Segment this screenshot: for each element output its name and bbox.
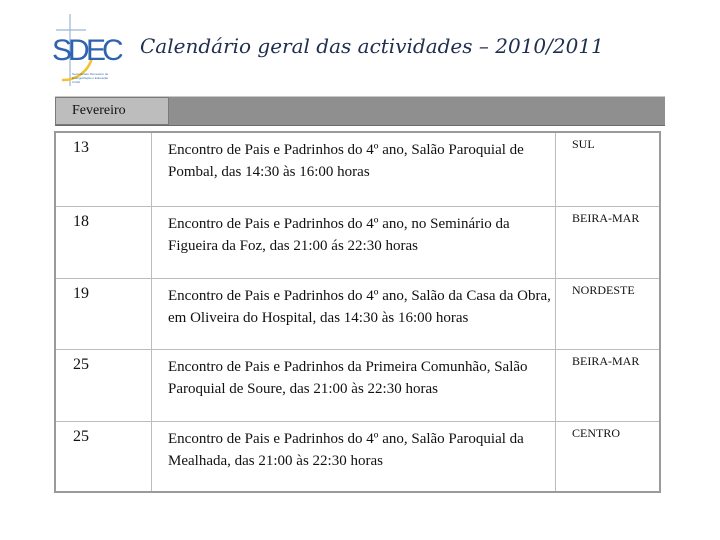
event-day: 25: [73, 356, 89, 373]
event-description: Encontro de Pais e Padrinhos do 4º ano, no Seminário da Figueira da Foz, das 21:00 ás 22:30 horas: [168, 216, 510, 254]
event-region: CENTRO: [572, 426, 620, 440]
svg-text:C: C: [102, 34, 124, 67]
table-row: [56, 278, 659, 349]
table-row: [56, 421, 659, 491]
month-label: Fevereiro: [55, 97, 169, 125]
event-description: Encontro de Pais e Padrinhos da Primeira Comunhão, Salão Paroquial de Soure, das 21:00 às 22:30 horas: [168, 359, 528, 397]
page-title: Calendário geral das actividades – 2010/2011: [140, 34, 604, 58]
table-row: [56, 349, 659, 421]
table-row: [56, 133, 659, 206]
svg-text:S: S: [52, 34, 73, 67]
event-day: 19: [73, 285, 89, 302]
event-region: BEIRA-MAR: [572, 211, 640, 225]
event-day: 18: [73, 213, 89, 230]
events-table: [54, 131, 661, 493]
logo-caption: Secretariado Diocesano de Evangelização e Educação Cristã: [72, 72, 109, 84]
event-description: Encontro de Pais e Padrinhos do 4º ano, Salão Paroquial da Mealhada, das 21:00 às 22:30 horas: [168, 431, 524, 469]
event-region: NORDESTE: [572, 283, 635, 297]
event-day: 13: [73, 139, 89, 156]
event-region: SUL: [572, 137, 595, 151]
event-description: Encontro de Pais e Padrinhos do 4º ano, Salão da Casa da Obra, em Oliveira do Hospital, das 14:30 às 16:00 horas: [168, 288, 551, 326]
svg-text:D: D: [68, 34, 90, 67]
event-day: 25: [73, 428, 89, 445]
month-header-bar: [55, 96, 665, 126]
event-region: BEIRA-MAR: [572, 354, 640, 368]
svg-text:E: E: [86, 34, 107, 67]
event-description: Encontro de Pais e Padrinhos do 4º ano, Salão Paroquial de Pombal, das 14:30 às 16:00 horas: [168, 142, 524, 180]
table-row: [56, 206, 659, 278]
